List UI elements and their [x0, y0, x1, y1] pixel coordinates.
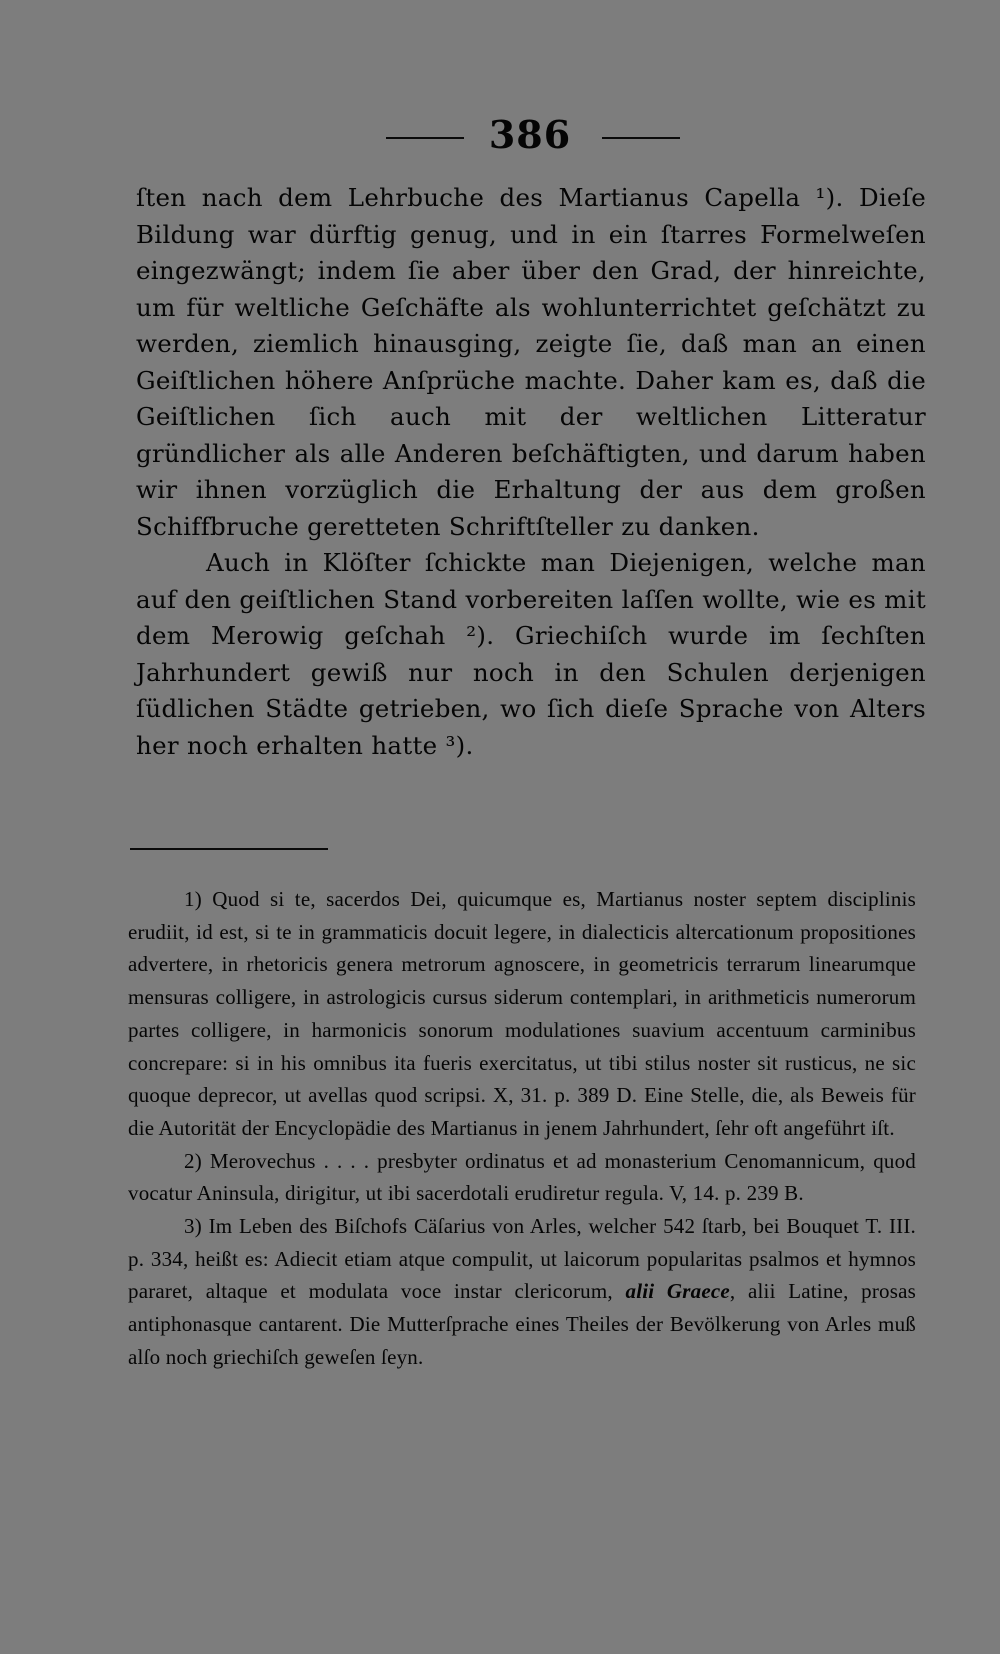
main-text: [136, 180, 926, 764]
header-rule-left: [386, 137, 464, 139]
footnotes: [128, 883, 916, 1374]
footnote-3-italic: alii Graece: [625, 1279, 730, 1304]
page-number: 386: [488, 112, 572, 157]
paragraph-2: Auch in Klöſter ſchickte man Diejenigen, welche man auf den geiſtlichen Stand vorbereiten laſſen wollte, wie es mit dem Merowig geſchah ²). Griechiſch wurde im ſechſten Jahrhundert gewiß nur noch in den Schulen derjenigen ſüdlichen Städte getrieben, wo ſich dieſe Sprache von Alters her noch erhalten hatte ³).: [136, 548, 926, 760]
footnote-3: [128, 1210, 916, 1374]
page-header: [0, 108, 1000, 168]
paragraph-1: ſten nach dem Lehrbuche des Martianus Capella ¹). Dieſe Bildung war dürftig genug, und in ein ſtarres Formelweſen eingezwängt; indem ſie aber über den Grad, der hinreichte, um für weltliche Geſchäfte als wohlunterrichtet geſchätzt zu werden, ziemlich hinausging, zeigte ſie, daß man an einen Geiſtlichen höhere Anſprüche machte. Daher kam es, daß die Geiſtlichen ſich auch mit der weltlichen Litteratur gründlicher als alle Anderen beſchäftigten, und darum haben wir ihnen vorzüglich die Erhaltung der aus dem großen Schiffbruche geretteten Schriftſteller zu danken.: [136, 183, 926, 541]
footnote-separator: [130, 848, 328, 850]
header-rule-right: [602, 137, 680, 139]
footnote-1: 1) Quod si te, sacerdos Dei, quicumque es, Martianus noster septem disciplinis erudiit, id est, si te in grammaticis docuit legere, in dialecticis altercationum propositiones advertere, in rhetoricis genera metrorum agnoscere, in geometricis terrarum linearumque mensuras colligere, in astrologicis cursus siderum contemplari, in arithmeticis numerorum partes colligere, in harmonicis sonorum modulationes suavium accentuum carminibus concrepare: si in his omnibus ita fueris exercitatus, ut tibi stilus noster sit rusticus, ne sic quoque deprecor, ut avellas quod scripsi. X, 31. p. 389 D. Eine Stelle, die, als Beweis für die Autorität der Encyclopädie des Martianus in jenem Jahrhundert, ſehr oft angeführt iſt.: [128, 887, 916, 1140]
footnote-3-text-a: 3) Im Leben des Biſchofs Cäſarius von Arles, welcher 542 ſtarb, bei Bouquet T. III. p. 334, heißt es: Adiecit etiam atque compulit, ut laicorum popularitas psalmos et hymnos pararet, altaque et modulata voce instar clericorum,: [128, 1214, 916, 1304]
footnote-2: 2) Merovechus . . . . presbyter ordinatus et ad monasterium Cenomannicum, quod vocatur Aninsula, dirigitur, ut ibi sacerdotali erudiretur regula. V, 14. p. 239 B.: [128, 1148, 916, 1206]
footnote-3-text-b: , alii Latine, prosas antiphonasque cantarent. Die Mutterſprache eines Theiles der Bevölkerung von Arles muß alſo noch griechiſch geweſen ſeyn.: [128, 1279, 916, 1369]
